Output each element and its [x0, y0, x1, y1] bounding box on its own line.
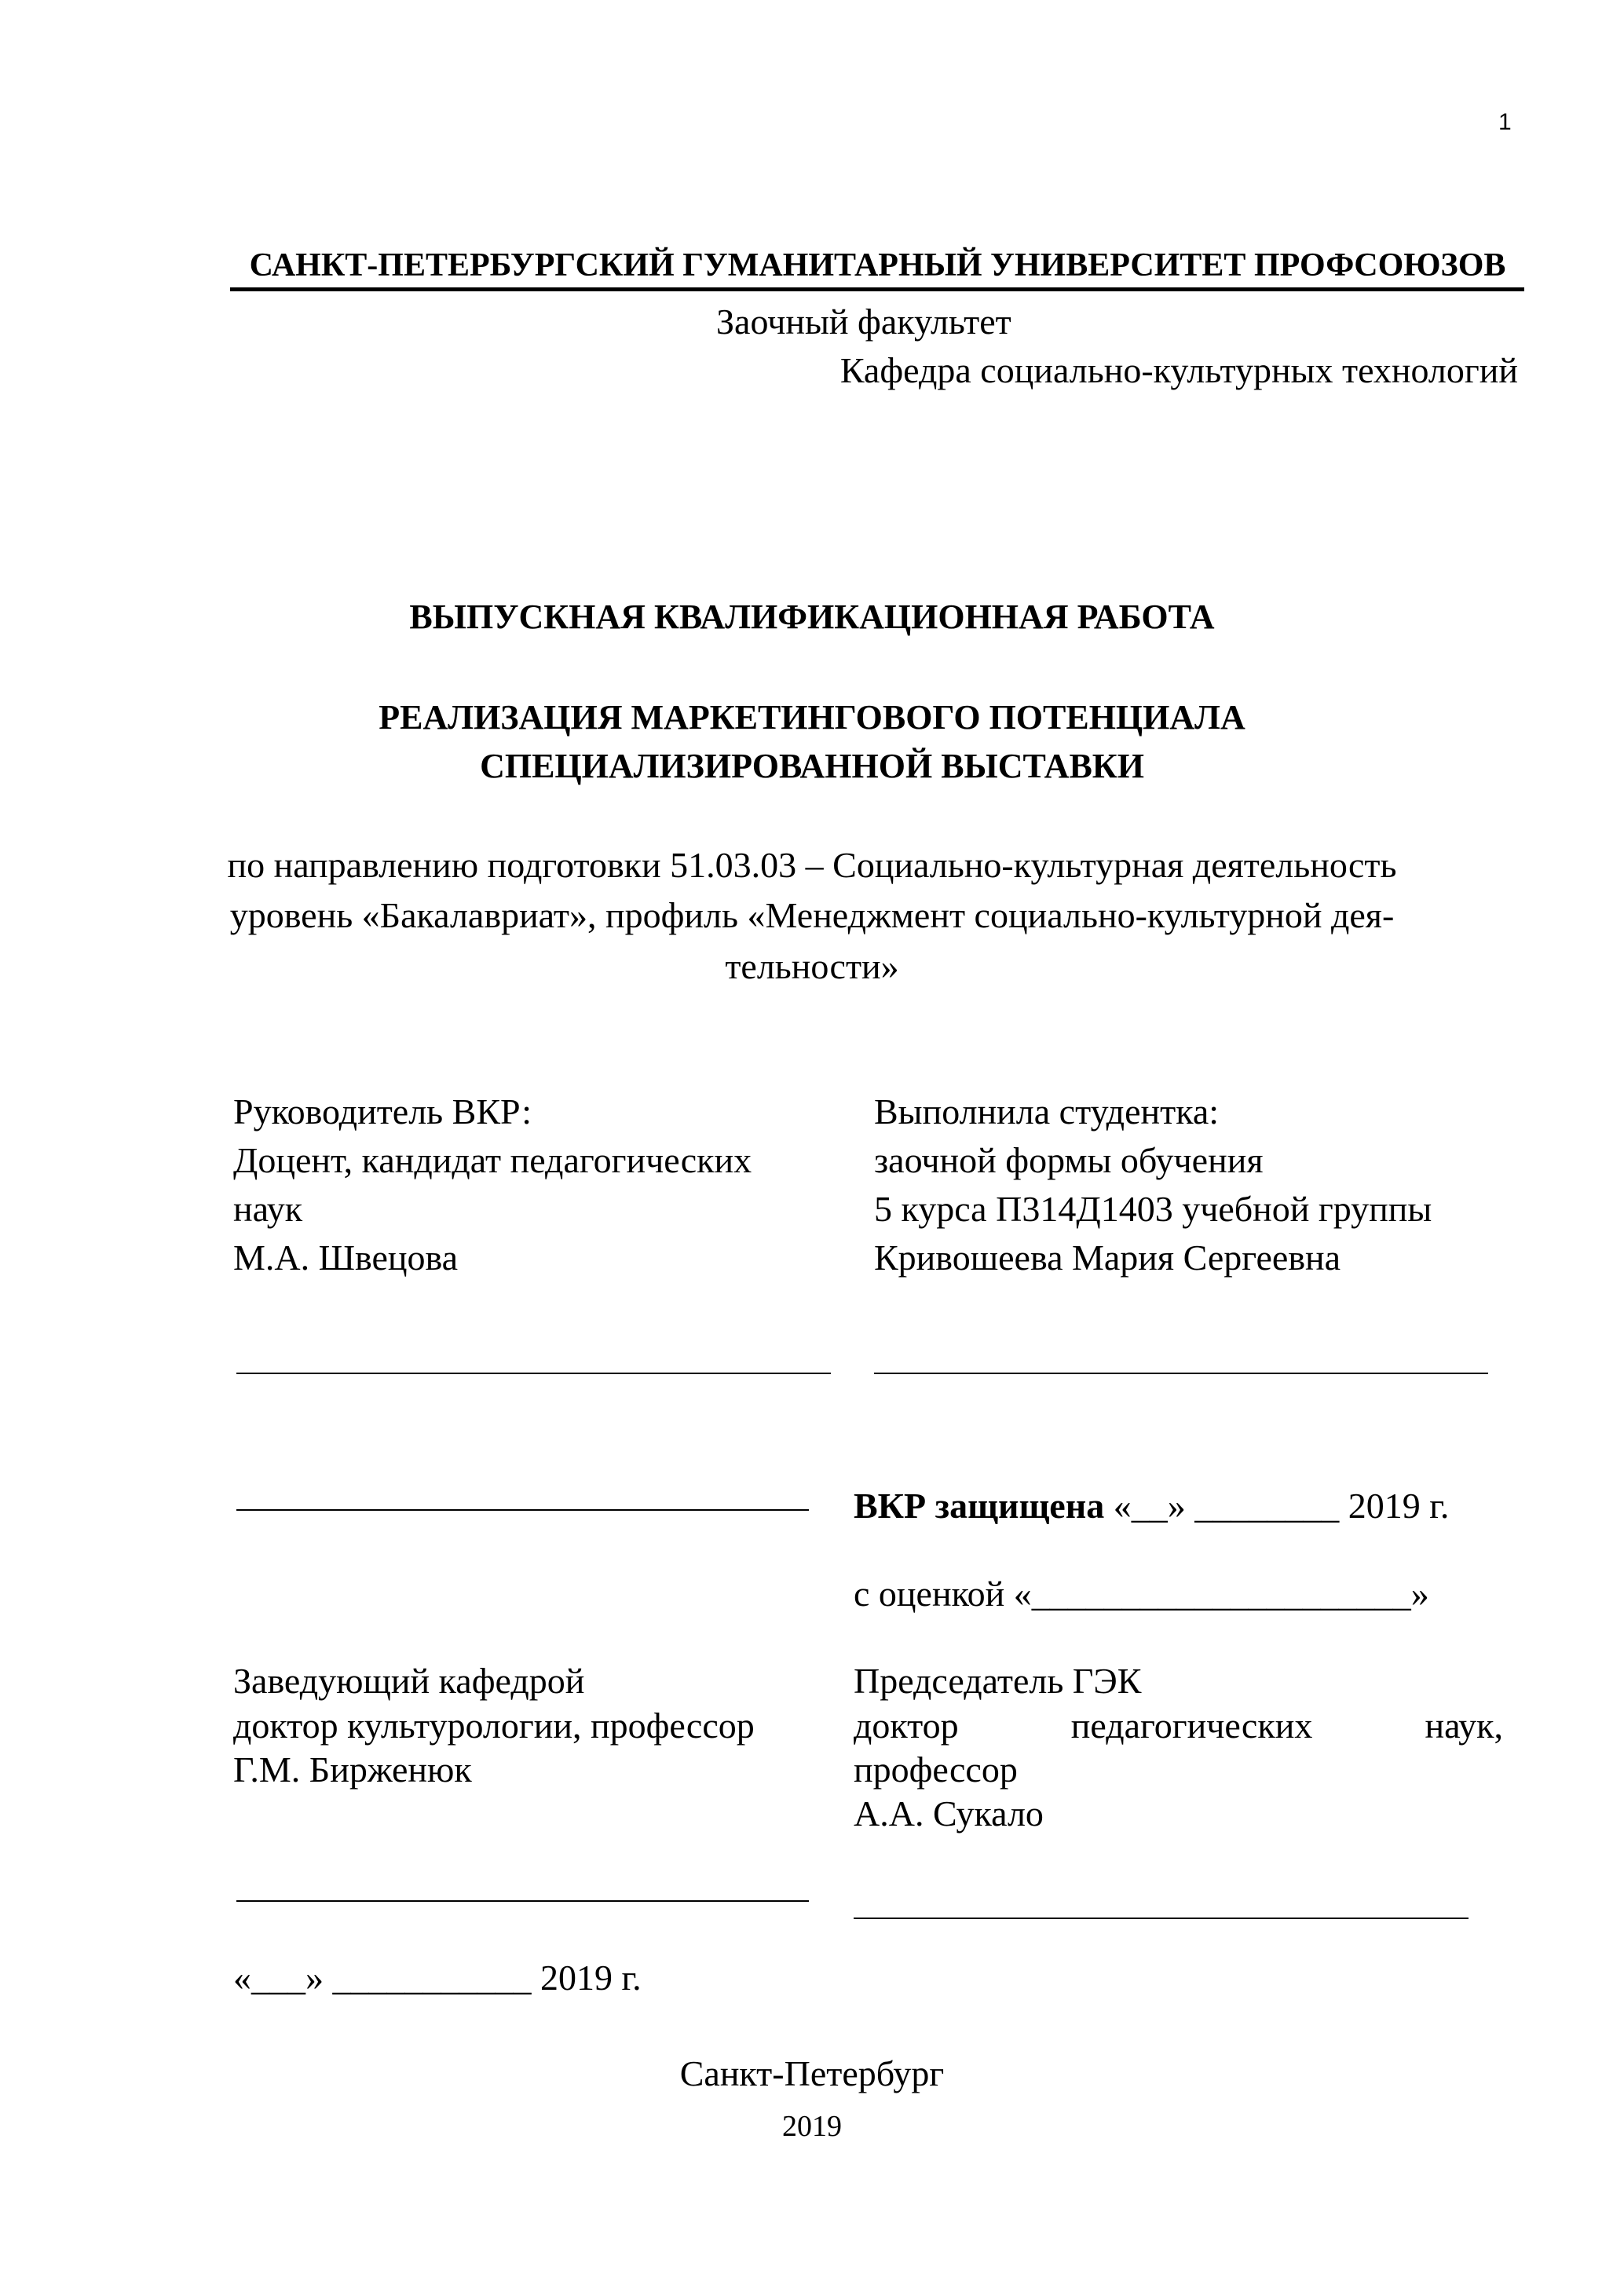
- date-line: «___» ___________ 2019 г.: [233, 1958, 642, 1998]
- defense-line: [854, 1484, 1449, 1528]
- chairman-title-word: доктор: [854, 1706, 959, 1746]
- chairman-title: [854, 1704, 1503, 1748]
- header-rule: [230, 287, 1524, 291]
- chairman-title-word: педагогических: [1070, 1706, 1313, 1746]
- student-label: Выполнила студентка:: [874, 1091, 1220, 1132]
- defense-label: ВКР защищена: [854, 1486, 1105, 1526]
- supervisor-label: Руководитель ВКР:: [233, 1091, 532, 1132]
- chairman-signature-line: [854, 1918, 1469, 1919]
- faculty-name: Заочный факультет: [716, 302, 1011, 342]
- head-name: Г.М. Бирженюк: [233, 1749, 472, 1790]
- chairman-title-word: наук,: [1425, 1706, 1503, 1746]
- direction-line-2: уровень «Бакалавриат», профиль «Менеджмент социально-культурной дея-: [229, 895, 1395, 935]
- head-title: доктор культурологии, профессор: [233, 1706, 755, 1746]
- department-name: Кафедра социально-культурных технологий: [839, 350, 1518, 390]
- supervisor-title-2: наук: [233, 1189, 303, 1229]
- supervisor-title-1: Доцент, кандидат педагогических: [233, 1140, 752, 1180]
- defense-date: «__» ________ 2019 г.: [1113, 1486, 1450, 1526]
- university-name: САНКТ-ПЕТЕРБУРГСКИЙ ГУМАНИТАРНЫЙ УНИВЕРСИТЕТ ПРОФСОЮЗОВ: [249, 247, 1506, 283]
- topic-line-2: СПЕЦИАЛИЗИРОВАННОЙ ВЫСТАВКИ: [480, 747, 1144, 785]
- head-signature-line: [236, 1900, 809, 1902]
- work-type: ВЫПУСКНАЯ КВАЛИФИКАЦИОННАЯ РАБОТА: [409, 598, 1215, 636]
- defense-grade: с оценкой «_____________________»: [854, 1574, 1429, 1614]
- city: Санкт-Петербург: [679, 2053, 945, 2093]
- topic-line-1: РЕАЛИЗАЦИЯ МАРКЕТИНГОВОГО ПОТЕНЦИАЛА: [379, 698, 1245, 737]
- supervisor-name: М.А. Швецова: [233, 1238, 459, 1278]
- page-number: 1: [1498, 109, 1512, 135]
- year: 2019: [782, 2110, 842, 2143]
- direction-line-3: тельности»: [725, 946, 899, 986]
- direction-line-1: по направлению подготовки 51.03.03 – Социально-культурная деятельность: [227, 845, 1397, 885]
- chairman-name: А.А. Сукало: [854, 1793, 1044, 1834]
- student-group: 5 курса П314Д1403 учебной группы: [874, 1189, 1432, 1229]
- supervisor-signature-line: [236, 1373, 831, 1374]
- student-signature-line: [874, 1373, 1488, 1374]
- chairman-label: Председатель ГЭК: [854, 1661, 1142, 1701]
- chairman-title-2: профессор: [854, 1749, 1018, 1790]
- student-name: Кривошеева Мария Сергеевна: [874, 1238, 1341, 1278]
- student-form: заочной формы обучения: [874, 1140, 1264, 1180]
- signature-line: [236, 1509, 809, 1511]
- head-label: Заведующий кафедрой: [233, 1661, 585, 1701]
